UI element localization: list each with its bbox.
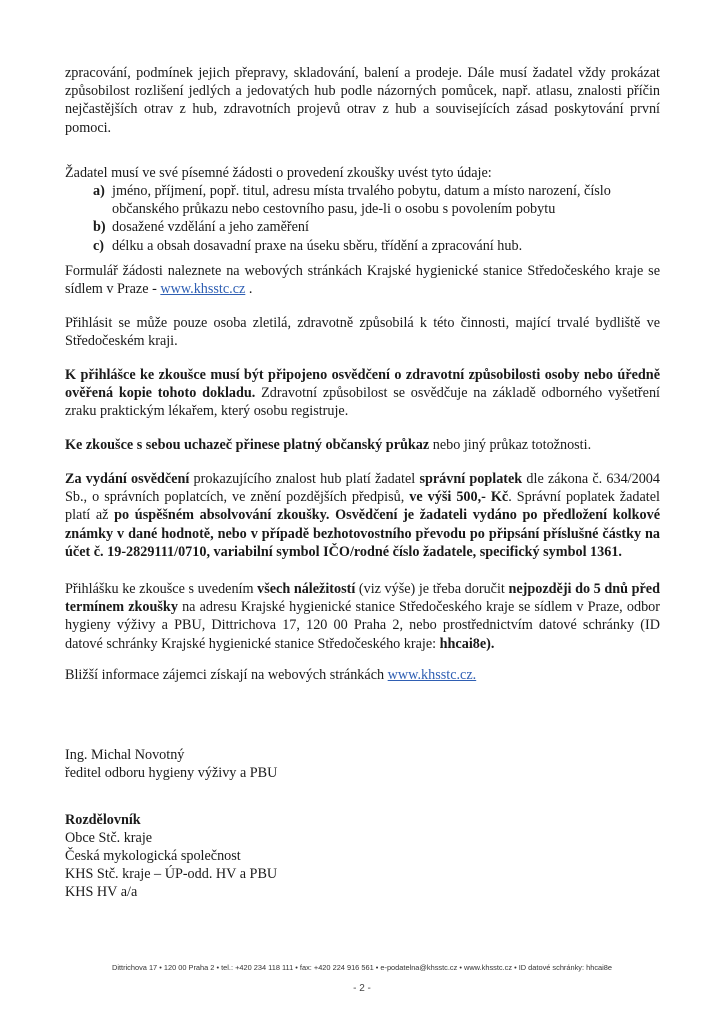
distribution-item: KHS Stč. kraje – ÚP-odd. HV a PBU: [65, 866, 278, 882]
list-item-text: jméno, příjmení, popř. titul, adresu místa trvalého pobytu, datum a místo narození, číslo občanského průkazu nebo cestovního pasu, jde-li o osobu s povolením pobytu: [112, 183, 611, 218]
distribution-item: KHS HV a/a: [65, 884, 138, 900]
paragraph-text: prokazujícího znalost hub platí žadatel: [189, 471, 420, 487]
paragraph-health-certificate: [65, 366, 660, 421]
paragraph-text: Formulář žádosti naleznete na webových stránkách Krajské hygienické stanice Středočeského kraje se sídlem v Praze -: [65, 263, 660, 298]
application-details-list: [65, 182, 665, 255]
paragraph-fee: [65, 470, 660, 561]
paragraph-requirements: [65, 64, 660, 137]
bold-text: K přihlášce ke zkoušce musí být připojeno osvědčení o zdravotní způsobilosti osoby nebo úředně ověřená kopie tohoto dokladu.: [65, 367, 660, 402]
paragraph-id-card: [65, 436, 660, 454]
website-link[interactable]: www.khsstc.cz.: [387, 667, 477, 683]
bold-text: po úspěšném absolvování zkoušky. Osvědčení je žadateli vydáno po předložení kolkové známky v dané hodnotě, nebo v případě bezhotovostního převodu po připsání příslušné částky na účet č. 19-2829111/0710, variabilní symbol IČO/rodné číslo žadatele, specifický symbol 1361.: [65, 507, 660, 560]
paragraph-text: Bližší informace zájemci získají na webových stránkách: [65, 667, 388, 683]
list-marker: a): [93, 183, 105, 199]
paragraph-text: . Správní poplatek žadatel platí až: [65, 489, 660, 524]
list-item-text: dosažené vzdělání a jeho zaměření: [112, 219, 309, 236]
list-marker: c): [93, 237, 105, 254]
punctuation: .: [245, 281, 253, 298]
bold-text: hhcai8e).: [439, 635, 495, 652]
list-marker: b): [93, 219, 106, 236]
paragraph-text: Přihlášku ke zkoušce s uvedením: [65, 581, 258, 597]
paragraph-application-intro: [65, 164, 660, 182]
bold-text: všech náležitostí: [257, 581, 356, 597]
paragraph-text: nebo jiný průkaz totožnosti.: [429, 437, 592, 453]
paragraph-form-link: [65, 262, 660, 298]
bold-text: správní poplatek: [419, 471, 523, 487]
distribution-list: [65, 811, 277, 901]
paragraph-text: (viz výše) je třeba doručit: [355, 581, 509, 597]
distribution-item: Česká mykologická společnost: [65, 848, 241, 864]
paragraph-text: na adresu Krajské hygienické stanice Středočeského kraje se sídlem v Praze, odbor hygieny výživy a PBU, Dittrichova 17, 120 00 Praha 2, nebo prostřednictvím datové schránky (ID datové schránky Krajské hygienické stanice Středočeského kraje:: [65, 599, 660, 652]
page-number: - 2 -: [353, 983, 371, 994]
signature-block: [65, 746, 277, 782]
bold-text: Za vydání osvědčení: [65, 471, 190, 487]
paragraph-deadline: [65, 580, 660, 653]
list-item-text: délku a obsah dosavadní praxe na úseku sběru, třídění a zpracování hub.: [112, 237, 523, 254]
paragraph-text: zpracování, podmínek jejich přepravy, skladování, balení a prodeje. Dále musí žadatel vždy prokázat způsobilost rozlišení jedlých a jedovatých hub podle názorných pomůcek, např. atlasu, znalosti příčin nejčastějších otrav z hub, zdravotních projevů otrav z hub a souvisejících zásad poskytování první pomoci.: [65, 65, 660, 136]
bold-text: nejpozději do 5 dnů před termínem zkoušky: [65, 581, 660, 616]
paragraph-text: dle zákona č. 634/2004 Sb., o správních poplatcích, ve znění pozdějších předpisů,: [65, 471, 660, 506]
paragraph-eligibility: [65, 314, 660, 350]
paragraph-text: Přihlásit se může pouze osoba zletilá, zdravotně způsobilá k této činnosti, mající trvalé bydliště ve Středočeském kraji.: [65, 315, 660, 350]
distribution-heading: Rozdělovník: [65, 812, 141, 828]
signatory-name: Ing. Michal Novotný: [65, 747, 185, 763]
distribution-item: Obce Stč. kraje: [65, 830, 153, 846]
bold-text: ve výši 500,- Kč: [409, 489, 509, 506]
paragraph-more-info: [65, 666, 660, 684]
website-link[interactable]: www.khsstc.cz: [160, 281, 246, 298]
bold-text: Ke zkoušce s sebou uchazeč přinese platný občanský průkaz: [65, 437, 430, 453]
list-item: [65, 182, 665, 218]
footer-contact: Dittrichova 17 • 120 00 Praha 2 • tel.: +420 234 118 111 • fax: +420 224 916 561 • e-podatelna@khsstc.cz • www.khsstc.cz • ID datové schránky: hhcai8e: [111, 963, 612, 972]
signatory-title: ředitel odboru hygieny výživy a PBU: [65, 765, 278, 781]
list-item: [65, 237, 665, 255]
paragraph-text: Zdravotní způsobilost se osvědčuje na základě odborného vyšetření zraku praktickým lékařem, který osobu registruje.: [65, 385, 660, 420]
paragraph-text: Žadatel musí ve své písemné žádosti o provedení zkoušky uvést tyto údaje:: [65, 165, 492, 181]
list-item: [65, 218, 665, 236]
